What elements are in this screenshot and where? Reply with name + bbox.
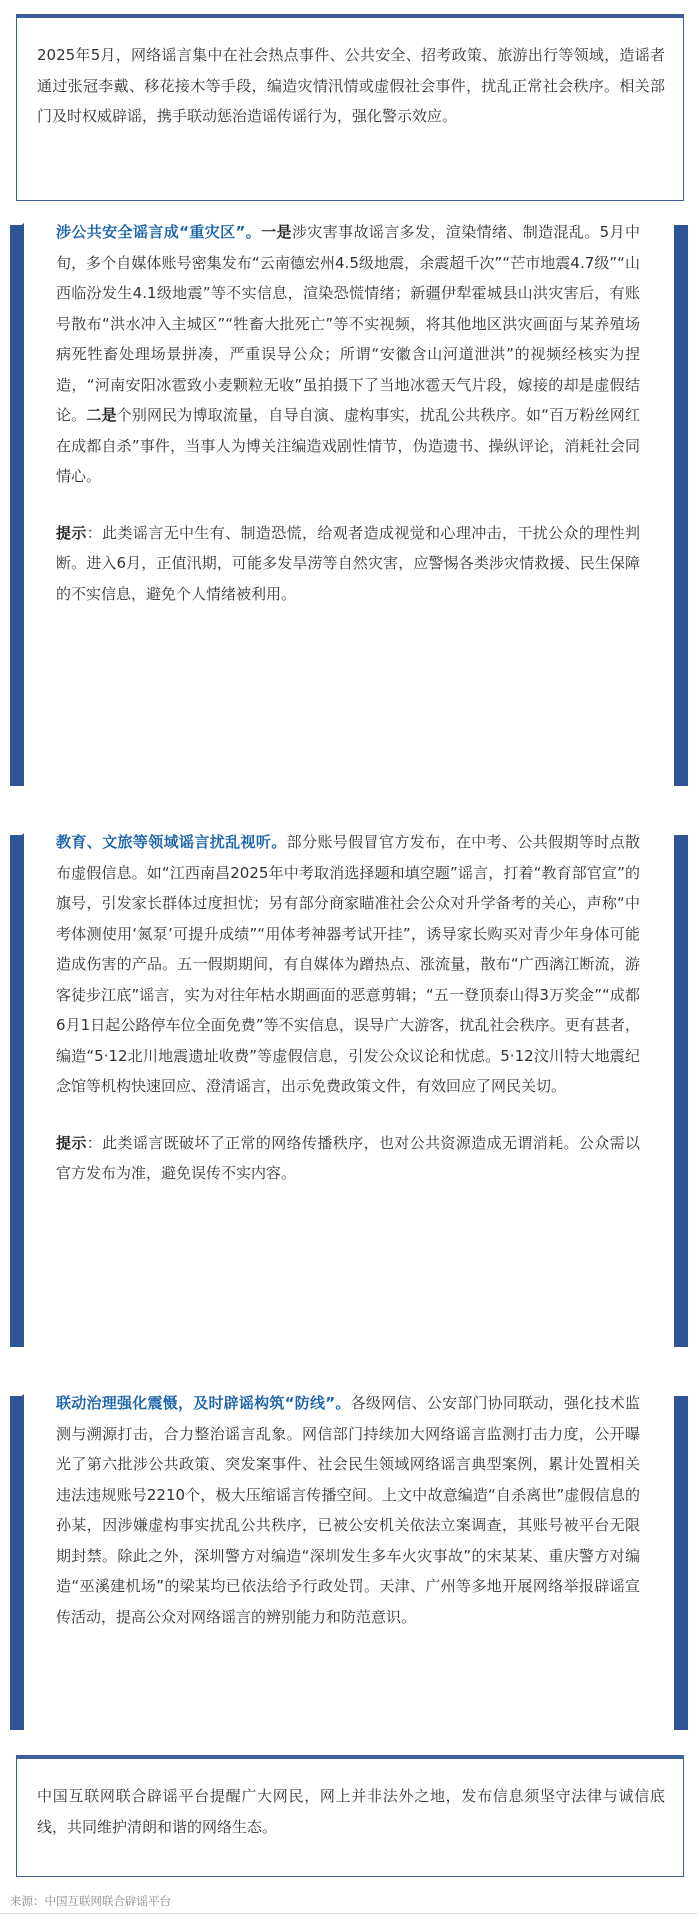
point-marker: 一是 <box>261 223 292 241</box>
point-marker: 二是 <box>86 406 117 424</box>
section-body: 涉灾害事故谣言多发，渲染情绪、制造混乱。5月中旬，多个自媒体账号密集发布“云南德宏州4.5级地震，余震超千次”“芒市地震4.7级”“山西临汾发生4.1级地震”等不实信息，渲染恐慌情绪；新疆伊犁霍城县山洪灾害后，有账号散布“洪水冲入主城区”“牲畜大批死亡”等不实视频，将其他地区洪灾画面与某养殖场病死牲畜处理场景拼凑，严重误导公众；所谓“安徽含山河道泄洪”的视频经核实为捏造，“河南安阳冰雹致小麦颗粒无收”虽拍摄下了当地冰雹天气片段，嫁接的却是虚假结论。 <box>56 223 641 424</box>
intro-text: 2025年5月，网络谣言集中在社会热点事件、公共安全、招考政策、旅游出行等领域，造谣者通过张冠李戴、移花接木等手段，编造灾情汛情或虚假社会事件，扰乱正常社会秩序。相关部门及时权威辟谣，携手联动惩治造谣传谣行为，强化警示效应。 <box>37 46 665 125</box>
section-paragraph <box>56 1388 640 1632</box>
section-heading: 联动治理强化震慑，及时辟谣构筑“防线”。 <box>56 1394 351 1412</box>
right-accent-bar <box>674 1396 688 1730</box>
left-accent-bar <box>10 835 24 1347</box>
section-paragraph <box>56 827 640 1102</box>
intro-box <box>16 14 684 201</box>
tip-label: 提示 <box>56 523 87 542</box>
section-body: 各级网信、公安部门协同联动，强化技术监测与溯源打击，合力整治谣言乱象。网信部门持续加大网络谣言监测打击力度，公开曝光了第六批涉公共政策、突发案事件、社会民生领域网络谣言典型案例，累计处置相关违法违规账号2210个，极大压缩谣言传播空间。上文中故意编造“自杀离世”虚假信息的孙某，因涉嫌虚构事实扰乱公共秩序，已被公安机关依法立案调查，其账号被平台无限期封禁。除此之外，深圳警方对编造“深圳发生多车火灾事故”的宋某某、重庆警方对编造“巫溪建机场”的梁某均已依法给予行政处罚。天津、广州等多地开展网络举报辟谣宣传活动，提高公众对网络谣言的辨别能力和防范意识。 <box>56 1394 641 1626</box>
section-public-safety <box>10 223 688 786</box>
tip-text: ：此类谣言既破坏了正常的网络传播秩序，也对公共资源造成无谓消耗。公众需以官方发布为准，避免误传不实内容。 <box>56 1133 640 1182</box>
section-body: 个别网民为博取流量，自导自演、虚构事实，扰乱公共秩序。如“百万粉丝网红在成都自杀”事件，当事人为博关注编造戏剧性情节，伪造遗书、操纵评论，消耗社会同情心。 <box>56 406 640 485</box>
section-heading: 涉公共安全谣言成“重灾区”。 <box>56 223 262 241</box>
right-accent-bar <box>674 835 688 1347</box>
tip-paragraph <box>56 518 640 610</box>
tip-label: 提示 <box>56 1133 87 1152</box>
footer-divider <box>0 1913 698 1914</box>
source-footer: 来源：中国互联网联合辟谣平台 <box>10 1894 171 1908</box>
right-accent-bar <box>674 225 688 786</box>
section-education-tourism <box>10 833 688 1347</box>
section-body: 部分账号假冒官方发布，在中考、公共假期等时点散布虚假信息。如“江西南昌2025年中考取消选择题和填空题”谣言，打着“教育部官宣”的旗号，引发家长群体过度担忧；另有部分商家瞄准社会公众对升学备考的关心，声称“中考体测使用‘氮泵’可提升成绩”“用体考神器考试开挂”，诱导家长购买对青少年身体可能造成伤害的产品。五一假期期间，有自媒体为蹭热点、涨流量，散布“广西漓江断流，游客徒步江底”谣言，实为对往年枯水期画面的恶意剪辑；“五一登顶泰山得3万奖金”“成都6月1日起公路停车位全面免费”等不实信息，误导广大游客，扰乱社会秩序。更有甚者，编造“5·12北川地震遗址收费”等虚假信息，引发公众议论和忧虑。5·12汶川特大地震纪念馆等机构快速回应、澄清谣言，出示免费政策文件，有效回应了网民关切。 <box>56 833 640 1095</box>
tip-text: ：此类谣言无中生有、制造恐慌，给观者造成视觉和心理冲击，干扰公众的理性判断。进入6月，正值汛期，可能多发旱涝等自然灾害，应警惕各类涉灾情救援、民生保障的不实信息，避免个人情绪被利用。 <box>56 523 640 603</box>
section-joint-governance <box>10 1394 688 1730</box>
outro-text: 中国互联网联合辟谣平台提醒广大网民，网上并非法外之地，发布信息须坚守法律与诚信底线，共同维护清朗和谐的网络生态。 <box>37 1787 665 1836</box>
outro-box <box>16 1755 684 1877</box>
left-accent-bar <box>10 225 24 786</box>
tip-paragraph <box>56 1128 640 1189</box>
section-paragraph <box>56 217 640 492</box>
left-accent-bar <box>10 1396 24 1730</box>
section-heading: 教育、文旅等领域谣言扰乱视听。 <box>56 833 287 851</box>
